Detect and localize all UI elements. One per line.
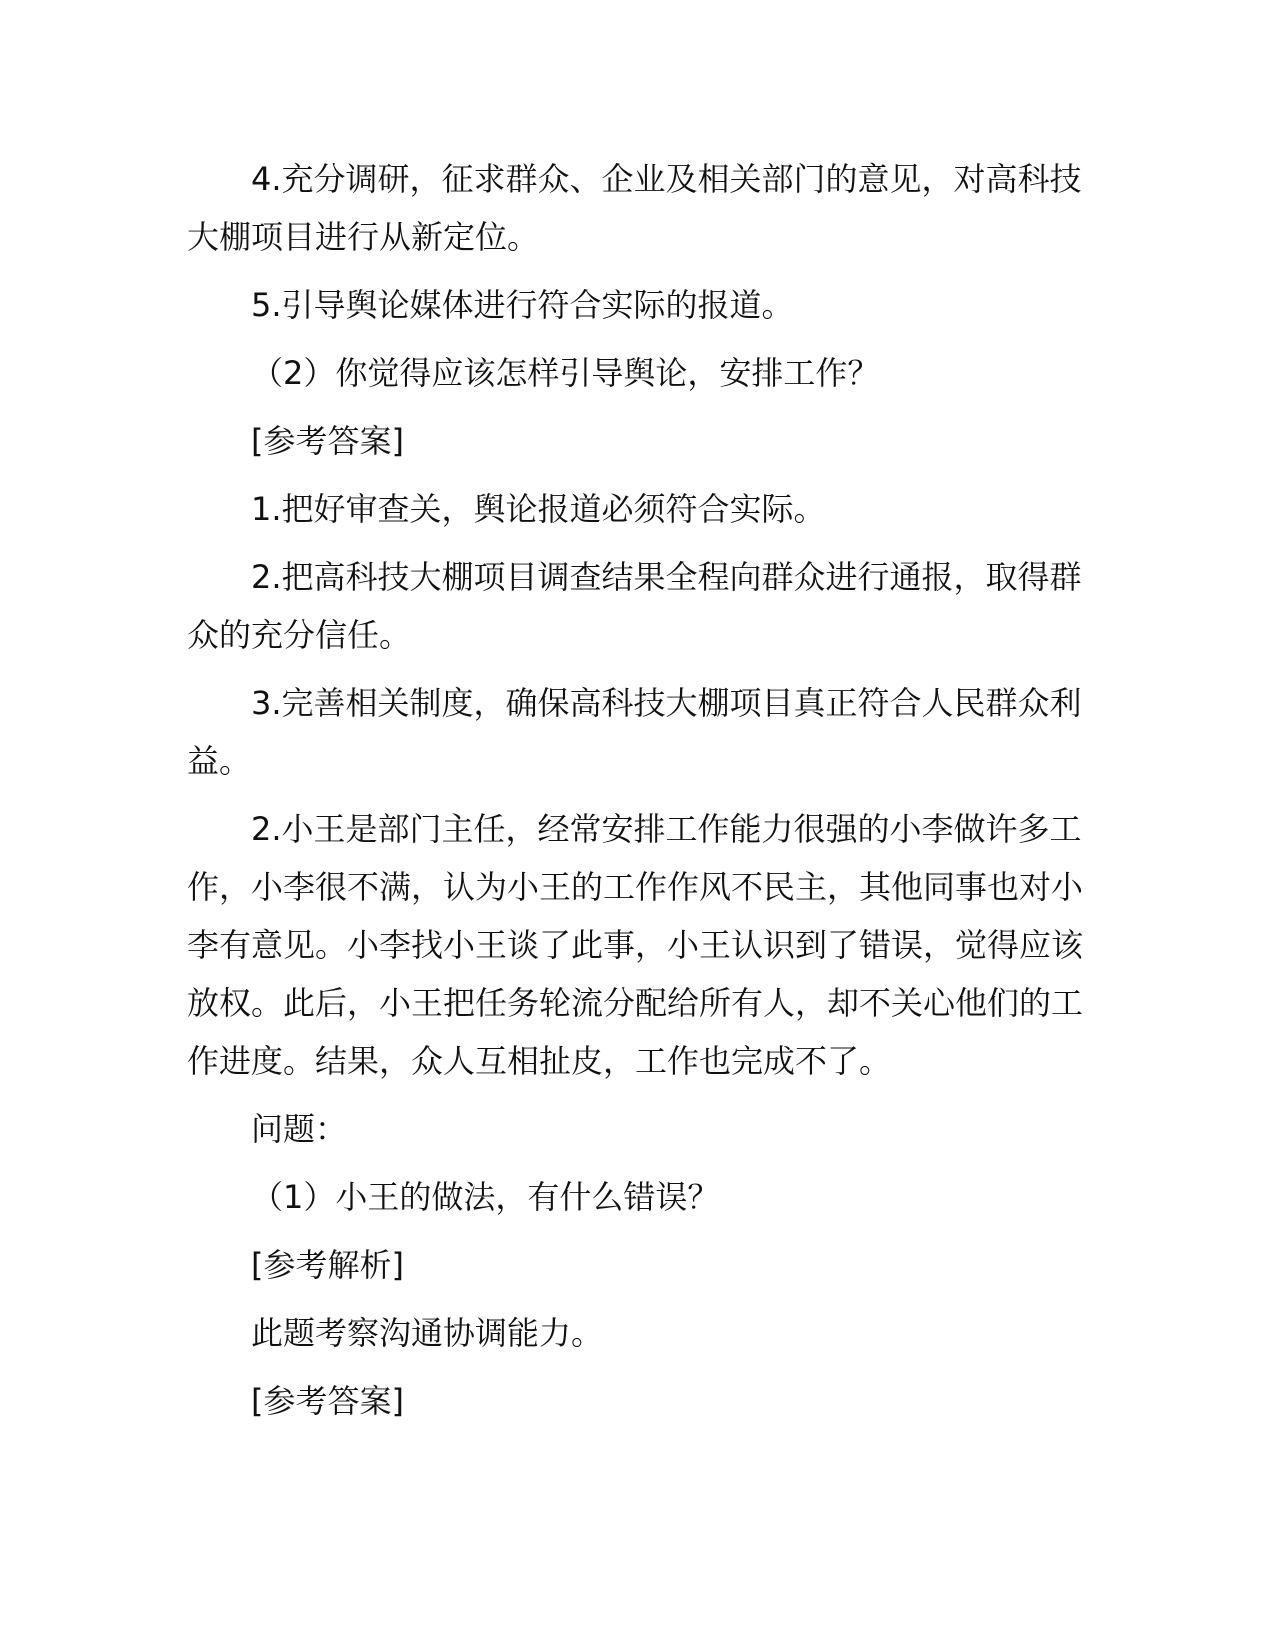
reference-answer-heading: [参考答案] xyxy=(251,422,404,460)
case-2-description: 2.小王是部门主任，经常安排工作能力很强的小李做许多工作，小李很不满，认为小王的工作作风不民主，其他同事也对小李有意见。小李找小王谈了此事，小王认识到了错误，觉得应该放权。此后，小王把任务轮流分配给所有人，却不关心他们的工作进度。结果，众人互相扯皮，工作也完成不了。 xyxy=(187,810,1084,1080)
question-1-mistake: （1）小王的做法，有什么错误？ xyxy=(251,1178,720,1216)
document-body xyxy=(187,150,1092,1440)
question-heading: 问题： xyxy=(251,1110,348,1148)
analysis-text: 此题考察沟通协调能力。 xyxy=(251,1314,604,1352)
question-2-guide-opinion: （2）你觉得应该怎样引导舆论，安排工作？ xyxy=(251,354,880,392)
reference-analysis-heading: [参考解析] xyxy=(251,1246,404,1284)
paragraph-guide-media: 5.引导舆论媒体进行符合实际的报道。 xyxy=(251,286,794,324)
paragraph-research-reposition: 4.充分调研，征求群众、企业及相关部门的意见，对高科技大棚项目进行从新定位。 xyxy=(187,160,1082,256)
answer-item-3: 3.完善相关制度，确保高科技大棚项目真正符合人民群众利益。 xyxy=(187,684,1082,780)
answer-item-1: 1.把好审查关，舆论报道必须符合实际。 xyxy=(251,490,826,528)
answer-item-2: 2.把高科技大棚项目调查结果全程向群众进行通报，取得群众的充分信任。 xyxy=(187,558,1082,654)
reference-answer-heading-2: [参考答案] xyxy=(251,1382,404,1420)
